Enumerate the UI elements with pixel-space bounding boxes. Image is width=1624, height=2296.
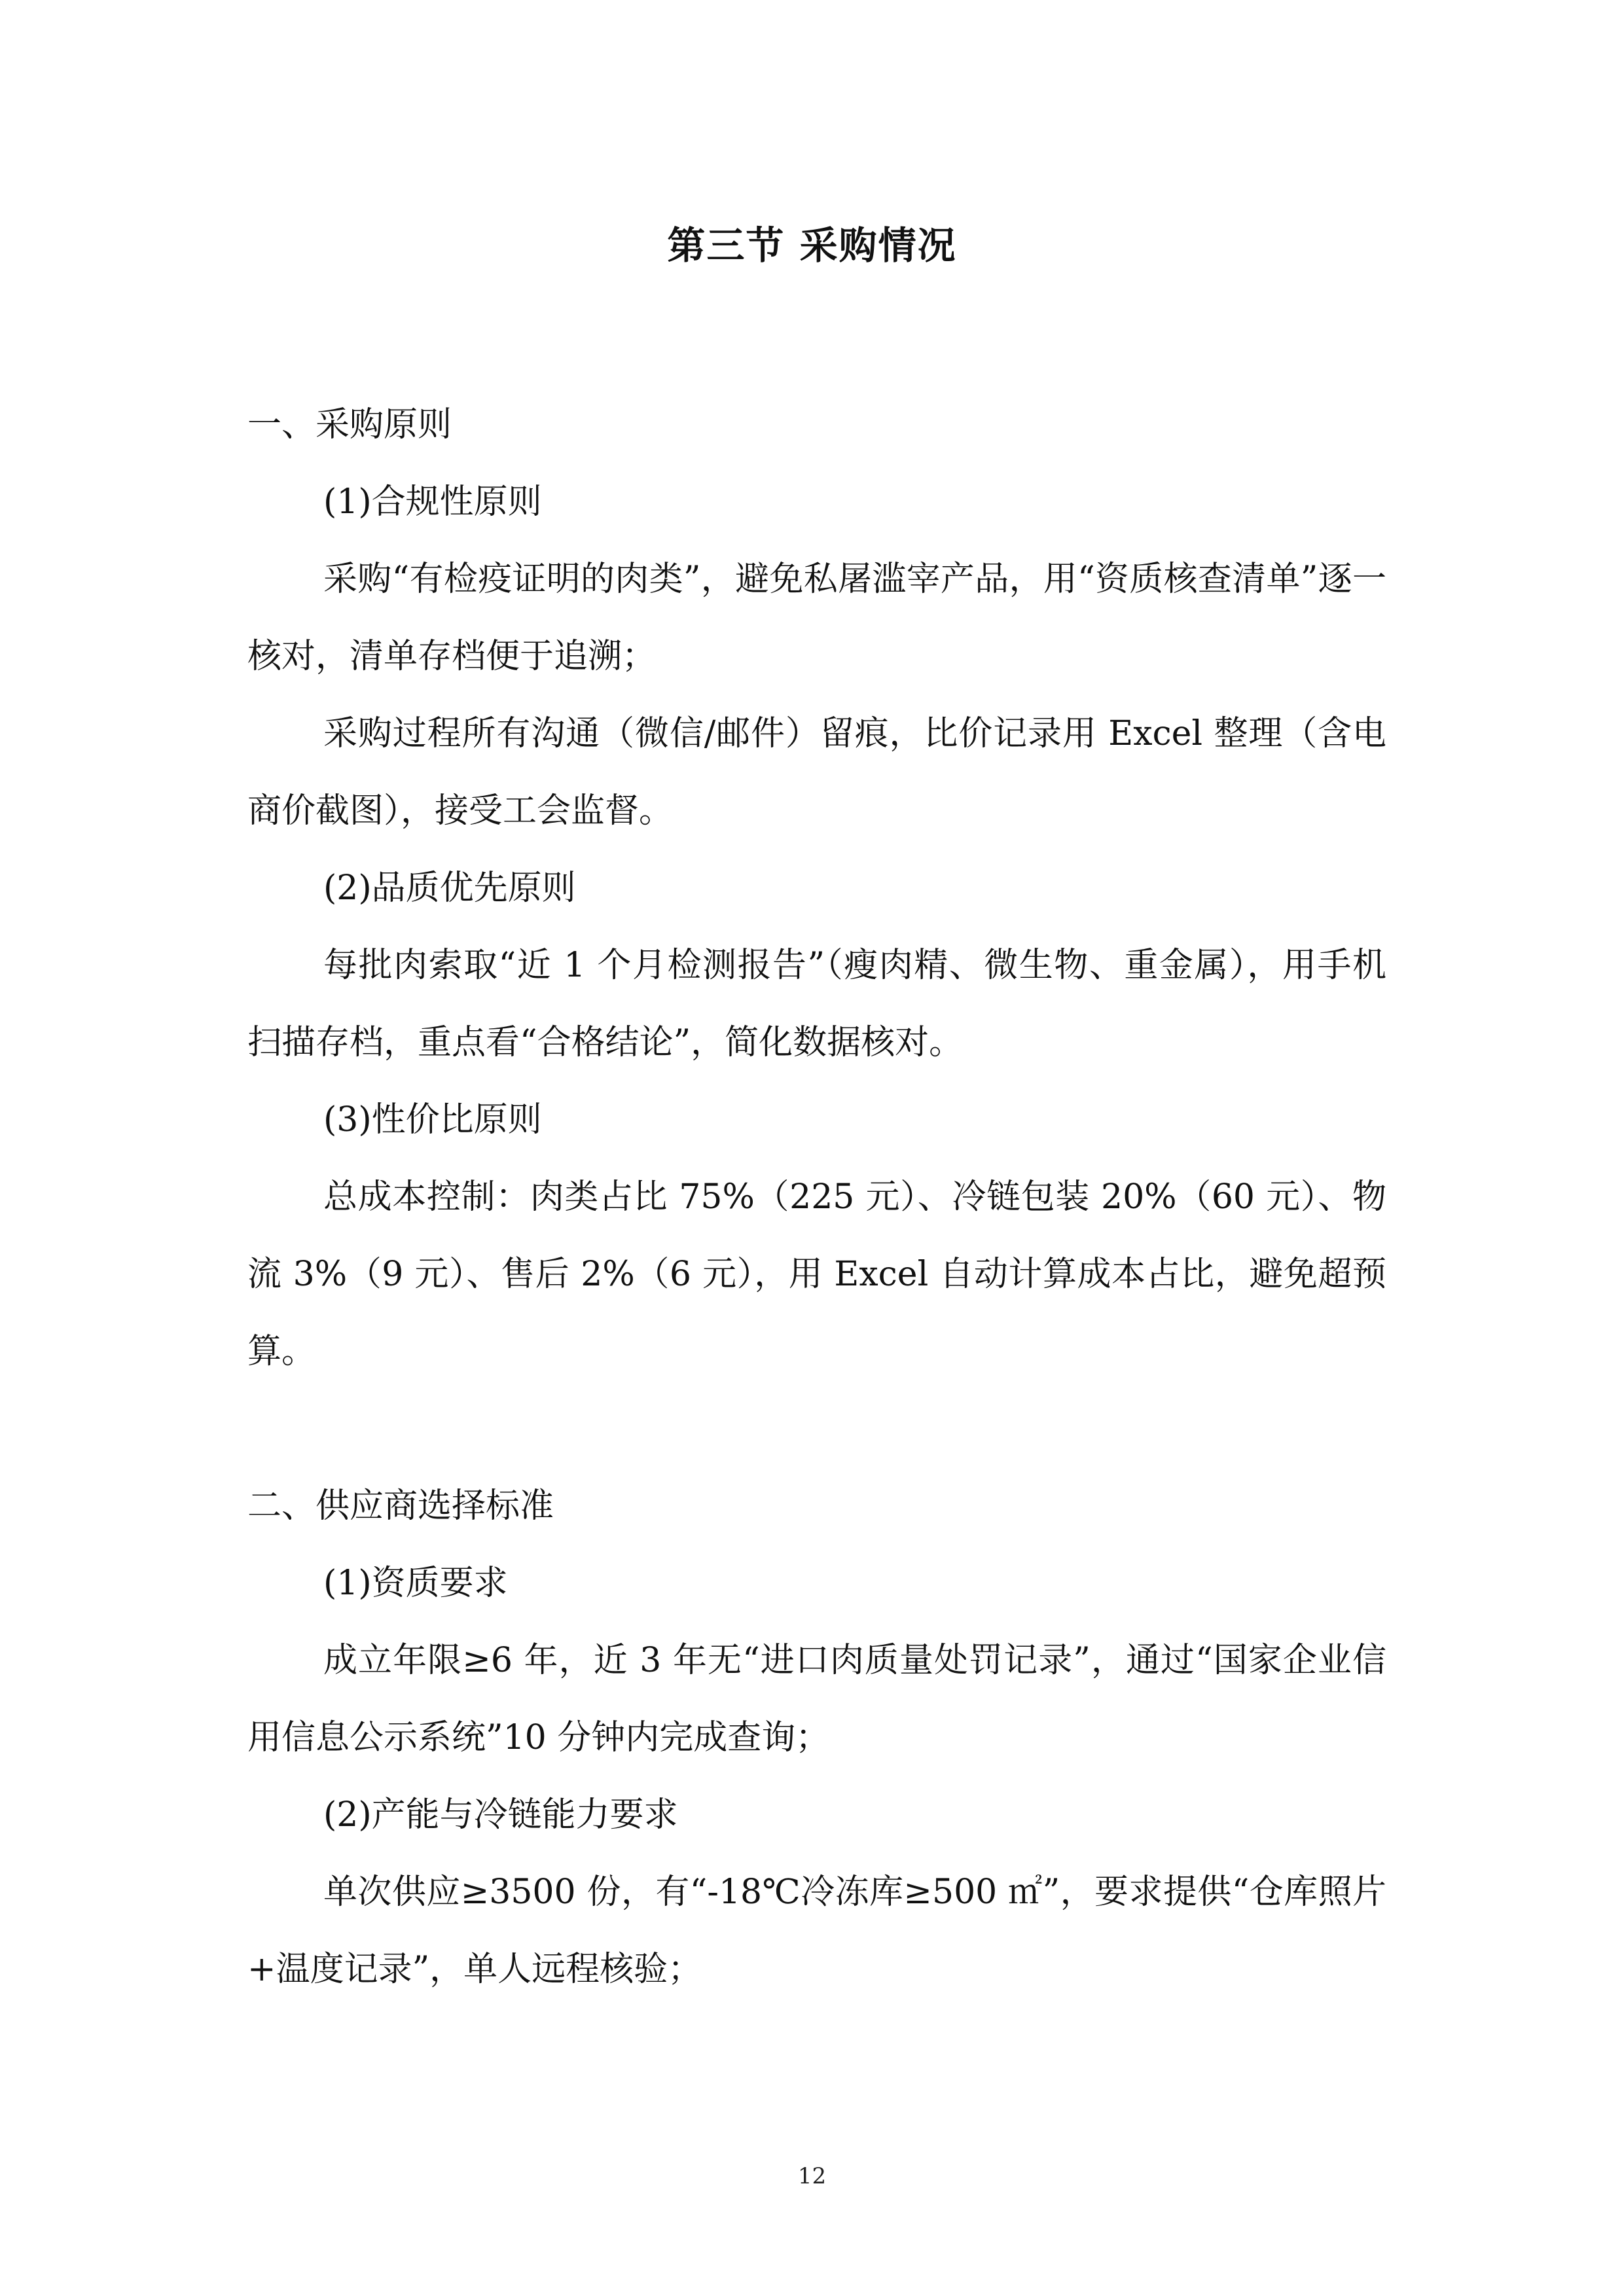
paragraph-compliance-1: 采购“有检疫证明的肉类”，避免私屠滥宰产品，用“资质核查清单”逐一核对，清单存档便于追溯；	[247, 560, 1386, 676]
page-title: 第三节 采购情况	[667, 223, 957, 268]
paragraph-capacity-cold-chain: 单次供应≥3500 份，有“-18℃冷冻库≥500 ㎡”，要求提供“仓库照片+温度记录”，单人远程核验；	[247, 1873, 1386, 1989]
subheading-quality-first: (2)品质优先原则	[323, 869, 576, 908]
paragraph-compliance-2: 采购过程所有沟通（微信/邮件）留痕，比价记录用 Excel 整理（含电商价截图），接受工会监督。	[247, 714, 1386, 831]
section-heading-procurement-principles: 一、采购原则	[247, 405, 452, 444]
section-spacer	[247, 1390, 1386, 1467]
subheading-capacity-cold-chain: (2)产能与冷链能力要求	[323, 1795, 678, 1835]
page-number: 12	[797, 2163, 827, 2189]
paragraph-quality-first: 每批肉索取“近 1 个月检测报告”（瘦肉精、微生物、重金属），用手机扫描存档，重点看“合格结论”，简化数据核对。	[247, 946, 1386, 1062]
paragraph-cost-effectiveness: 总成本控制：肉类占比 75%（225 元）、冷链包装 20%（60 元）、物流 3%（9 元）、售后 2%（6 元），用 Excel 自动计算成本占比，避免超预算。	[247, 1177, 1386, 1371]
subheading-compliance: (1)合规性原则	[323, 482, 542, 522]
subheading-qualification: (1)资质要求	[323, 1564, 508, 1603]
section-heading-supplier-criteria: 二、供应商选择标准	[247, 1486, 554, 1526]
document-body	[247, 386, 1386, 2008]
subheading-cost-effectiveness: (3)性价比原则	[323, 1100, 542, 1139]
paragraph-qualification: 成立年限≥6 年，近 3 年无“进口肉质量处罚记录”，通过“国家企业信用信息公示系统”10 分钟内完成查询；	[247, 1641, 1386, 1757]
